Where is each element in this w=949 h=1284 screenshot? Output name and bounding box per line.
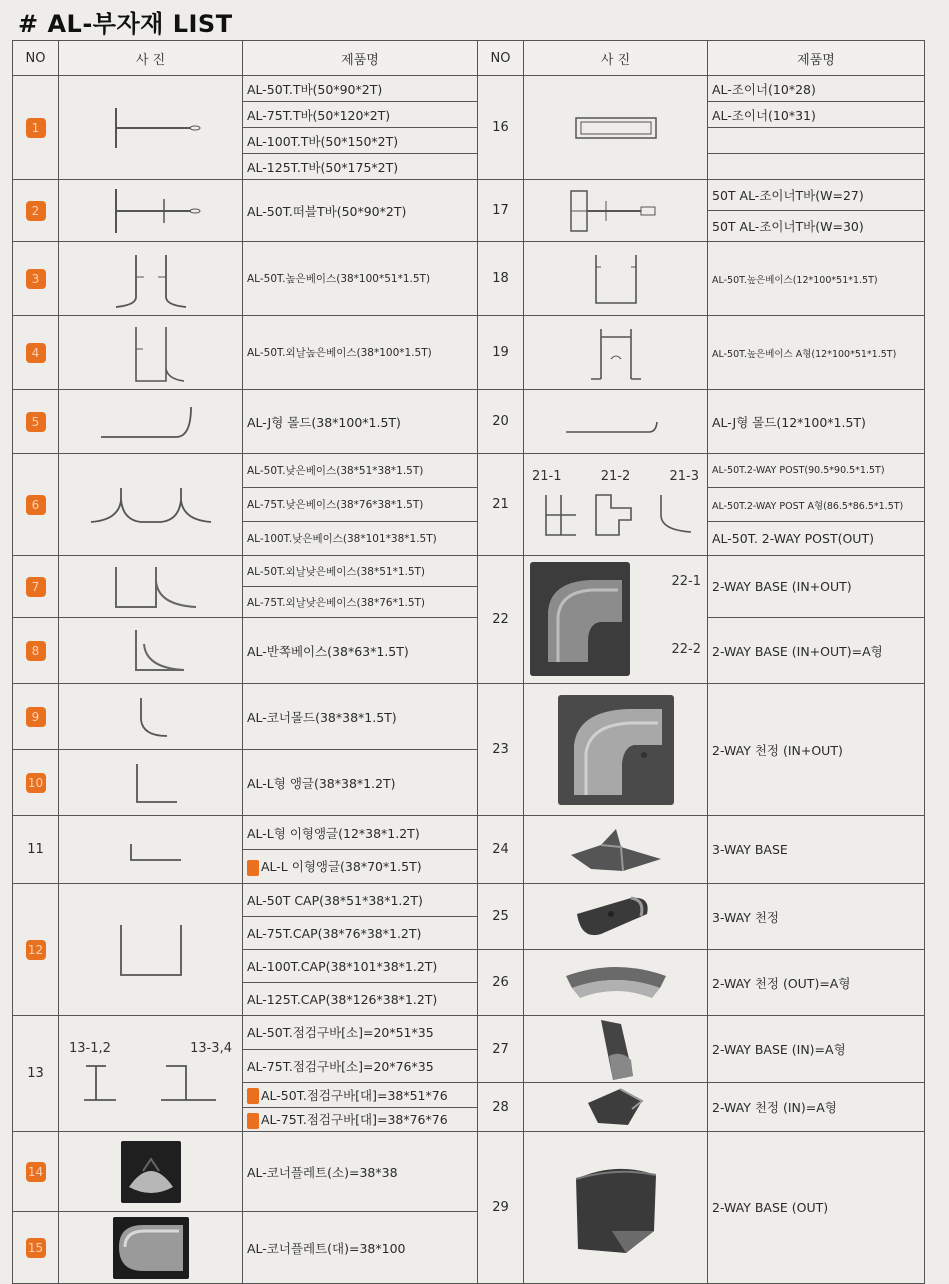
half-base-drawing [96, 624, 206, 678]
product-name: AL-50T.높은베이스 A형(12*100*51*1.5T) [708, 316, 925, 390]
product-name: AL-75T.낮은베이스(38*76*38*1.5T) [243, 488, 478, 522]
two-way-ceiling-photo [558, 695, 674, 805]
product-name: 3-WAY BASE [708, 816, 925, 884]
item-number-badge: 5 [26, 412, 46, 432]
double-t-bar-drawing [96, 183, 206, 239]
header-no: NO [478, 41, 524, 76]
product-name: 50T AL-조이너T바(W=30) [708, 211, 925, 242]
item-number-badge: 8 [26, 641, 46, 661]
item-photo [59, 1212, 243, 1284]
product-name [708, 128, 925, 154]
header-name: 제품명 [243, 41, 478, 76]
sub-label: 13-3,4 [190, 1041, 232, 1056]
l-angle-drawing [101, 758, 201, 808]
item-photo [59, 390, 243, 454]
item-number: 27 [478, 1016, 524, 1083]
product-name: AL-75T.점검구바[소]=20*76*35 [243, 1049, 478, 1083]
product-name: 2-WAY BASE (IN)=A형 [708, 1016, 925, 1083]
product-name: AL-50T.외날낮은베이스(38*51*1.5T) [243, 556, 478, 587]
two-way-ceiling-a-type-photo [556, 958, 676, 1008]
item-photo [524, 316, 708, 390]
parts-table [12, 40, 925, 1284]
t-bar-drawing [96, 98, 206, 158]
three-way-base-photo [561, 825, 671, 875]
joiner-t-bar-drawing [561, 183, 671, 239]
product-name: AL-J형 몰드(12*100*1.5T) [708, 390, 925, 454]
inspection-bar-drawing [66, 1056, 236, 1106]
two-way-post-drawing [531, 490, 701, 540]
sub-label: 22-2 [671, 641, 701, 657]
item-photo [524, 684, 708, 816]
item-number-badge: 7 [26, 577, 46, 597]
product-name: 2-WAY BASE (IN+OUT)=A형 [708, 618, 925, 684]
product-name: AL-조이너(10*28) [708, 76, 925, 102]
item-photo [59, 884, 243, 1016]
item-photo [524, 180, 708, 242]
item-photo [59, 556, 243, 618]
header-photo: 사 진 [524, 41, 708, 76]
item-photo [524, 76, 708, 180]
product-name: AL-J형 몰드(38*100*1.5T) [243, 390, 478, 454]
item-number: 21 [478, 454, 524, 556]
joiner-drawing [571, 113, 661, 143]
item-photo [524, 390, 708, 454]
product-name: AL-반쪽베이스(38*63*1.5T) [243, 618, 478, 684]
product-name: 50T AL-조이너T바(W=27) [708, 180, 925, 211]
product-name: 2-WAY 천정 (IN)=A형 [708, 1083, 925, 1132]
two-way-base-in-a-type-photo [571, 1016, 661, 1082]
item-number: 19 [478, 316, 524, 390]
product-name: AL-조이너(10*31) [708, 102, 925, 128]
sub-label: 22-1 [671, 573, 701, 589]
three-way-ceiling-photo [561, 890, 671, 944]
single-wing-high-base-drawing [96, 321, 206, 385]
item-photo [524, 884, 708, 950]
product-name: AL-75T.CAP(38*76*38*1.2T) [243, 917, 478, 950]
product-name: AL-75T.외날낮은베이스(38*76*1.5T) [243, 587, 478, 618]
item-photo [524, 1132, 708, 1284]
high-base-a-type-drawing [561, 321, 671, 385]
item-photo [524, 242, 708, 316]
product-name: 2-WAY BASE (OUT) [708, 1132, 925, 1284]
item-number-badge: 14 [26, 1162, 46, 1182]
header-row [13, 41, 925, 76]
product-name: AL-L형 앵글(38*38*1.2T) [243, 750, 478, 816]
two-way-base-photo [530, 562, 630, 676]
item-number: 22 [478, 556, 524, 684]
product-name: AL-125T.T바(50*175*2T) [243, 154, 478, 180]
header-name: 제품명 [708, 41, 925, 76]
product-name: AL-L 이형앵글(38*70*1.5T) [243, 850, 478, 884]
item-number: 11 [13, 816, 59, 884]
product-name: AL-125T.CAP(38*126*38*1.2T) [243, 983, 478, 1016]
item-number: 26 [478, 950, 524, 1016]
product-name: AL-50T.T바(50*90*2T) [243, 76, 478, 102]
high-base-drawing [96, 247, 206, 311]
item-photo [59, 242, 243, 316]
item-number: 13 [13, 1016, 59, 1132]
item-number: 29 [478, 1132, 524, 1284]
item-number: 23 [478, 684, 524, 816]
cap-drawing [101, 915, 201, 985]
product-name [708, 154, 925, 180]
low-base-drawing [81, 480, 221, 530]
product-name: AL-100T.낮은베이스(38*101*38*1.5T) [243, 522, 478, 556]
corner-mold-drawing [101, 692, 201, 742]
product-name: AL-75T.T바(50*120*2T) [243, 102, 478, 128]
product-name: AL-75T.점검구바[대]=38*76*76 [243, 1107, 478, 1132]
sub-label: 21-1 [532, 469, 562, 484]
item-number-badge: 10 [26, 773, 46, 793]
item-number: 18 [478, 242, 524, 316]
item-number-badge: 15 [26, 1238, 46, 1258]
header-photo: 사 진 [59, 41, 243, 76]
l-irregular-angle-drawing [101, 830, 201, 870]
item-photo [524, 1083, 708, 1132]
item-number: 20 [478, 390, 524, 454]
item-photo [59, 316, 243, 390]
item-photo [524, 950, 708, 1016]
corner-plate-small-photo [121, 1141, 181, 1203]
product-name: 2-WAY 천정 (OUT)=A형 [708, 950, 925, 1016]
item-number-badge: 2 [26, 201, 46, 221]
item-number-badge: 1 [26, 118, 46, 138]
item-number-badge: 6 [26, 495, 46, 515]
corner-plate-large-photo [113, 1217, 189, 1279]
two-way-base-out-photo [566, 1161, 666, 1255]
two-way-ceiling-in-a-type-photo [576, 1083, 656, 1131]
item-photo [59, 76, 243, 180]
product-name: AL-50T CAP(38*51*38*1.2T) [243, 884, 478, 917]
sub-label: 13-1,2 [69, 1041, 111, 1056]
sub-label: 21-3 [669, 469, 699, 484]
item-photo [59, 1016, 243, 1132]
item-photo [524, 1016, 708, 1083]
highlight-mark [247, 1088, 259, 1104]
product-name: AL-50T.점검구바[소]=20*51*35 [243, 1016, 478, 1050]
header-no: NO [13, 41, 59, 76]
item-number: 25 [478, 884, 524, 950]
highlight-mark [247, 1113, 259, 1129]
item-number-badge: 12 [26, 940, 46, 960]
item-number-badge: 9 [26, 707, 46, 727]
product-name: AL-코너플레트(소)=38*38 [243, 1132, 478, 1212]
item-photo [59, 618, 243, 684]
product-name: AL-L형 이형앵글(12*38*1.2T) [243, 816, 478, 850]
high-base-drawing [561, 247, 671, 311]
j-mold-drawing [86, 397, 216, 447]
item-number-badge: 4 [26, 343, 46, 363]
item-number: 17 [478, 180, 524, 242]
item-photo [59, 750, 243, 816]
product-name: AL-50T.2-WAY POST A형(86.5*86.5*1.5T) [708, 488, 925, 522]
sub-label: 21-2 [600, 469, 631, 484]
item-number-badge: 3 [26, 269, 46, 289]
product-name: AL-50T.높은베이스(12*100*51*1.5T) [708, 242, 925, 316]
product-name: AL-50T.낮은베이스(38*51*38*1.5T) [243, 454, 478, 488]
product-name: AL-50T.점검구바[대]=38*51*76 [243, 1083, 478, 1108]
item-photo [524, 556, 708, 684]
product-name: 2-WAY BASE (IN+OUT) [708, 556, 925, 618]
single-wing-low-base-drawing [86, 561, 216, 613]
product-name: 3-WAY 천정 [708, 884, 925, 950]
item-number: 28 [478, 1083, 524, 1132]
item-photo [59, 454, 243, 556]
item-number: 16 [478, 76, 524, 180]
product-name: AL-코너몰드(38*38*1.5T) [243, 684, 478, 750]
product-name: AL-코너플레트(대)=38*100 [243, 1212, 478, 1284]
page-title: # AL-부자재 LIST [18, 10, 233, 38]
product-name: AL-50T.떠블T바(50*90*2T) [243, 180, 478, 242]
product-name: AL-50T.높은베이스(38*100*51*1.5T) [243, 242, 478, 316]
item-number: 24 [478, 816, 524, 884]
product-name: AL-100T.T바(50*150*2T) [243, 128, 478, 154]
product-name: 2-WAY 천정 (IN+OUT) [708, 684, 925, 816]
product-name: AL-50T.2-WAY POST(90.5*90.5*1.5T) [708, 454, 925, 488]
item-photo [59, 1132, 243, 1212]
item-photo [59, 816, 243, 884]
product-name: AL-50T. 2-WAY POST(OUT) [708, 522, 925, 556]
highlight-mark [247, 860, 259, 876]
item-photo [524, 816, 708, 884]
product-name: AL-100T.CAP(38*101*38*1.2T) [243, 950, 478, 983]
j-mold-drawing [551, 402, 681, 442]
item-photo [59, 180, 243, 242]
product-name: AL-50T.외날높은베이스(38*100*1.5T) [243, 316, 478, 390]
item-photo [524, 454, 708, 556]
item-photo [59, 684, 243, 750]
